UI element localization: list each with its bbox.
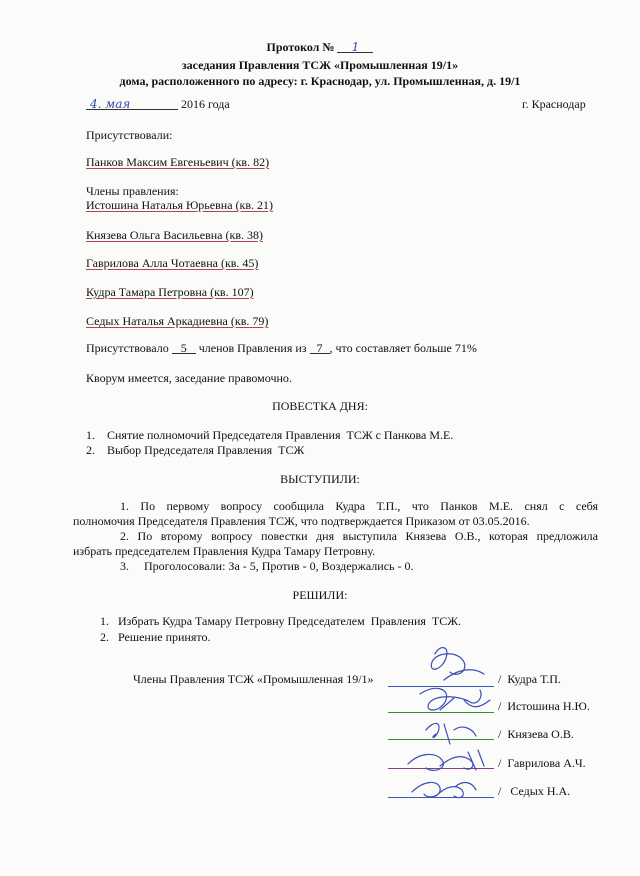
signatory-4: / Гаврилова А.Ч. [498, 756, 586, 770]
date-year: 2016 года [181, 97, 230, 111]
member-5: Седых Наталья Аркадиевна (кв. 79) [86, 314, 269, 328]
signatory-3: / Князева О.В. [498, 727, 574, 741]
date-blank [86, 97, 178, 110]
agenda-item-1: 1. Снятие полномочий Председателя Правления ТСЖ с Панкова М.Е. [86, 428, 454, 442]
signatory-2: / Истошина Н.Ю. [498, 699, 590, 713]
present-prefix: Присутствовало [86, 341, 169, 355]
present-count-blank [172, 341, 196, 354]
present-count: 5 [180, 341, 187, 355]
protocol-number-blank [337, 40, 373, 53]
signatures-label: Члены Правления ТСЖ «Промышленная 19/1» [133, 672, 374, 686]
signature-2 [420, 688, 490, 710]
speeches-heading: ВЫСТУПИЛИ: [280, 472, 360, 486]
member-4: Кудра Тамара Петровна (кв. 107) [86, 285, 254, 299]
vote-result: 3. Проголосовали: За - 5, Против - 0, Воздержались - 0. [120, 559, 414, 573]
date-handwritten: 4. мая [90, 97, 131, 111]
speech-2-line-1: 2. По второму вопросу повестки дня выступила Князева О.В., которая предложила [120, 529, 598, 543]
present-suffix: , что составляет больше 71% [329, 341, 477, 355]
chair-name: Панков Максим Евгеньевич (кв. 82) [86, 155, 270, 169]
decision-item-1: 1. Избрать Кудра Тамару Петровну Председателем Правления ТСЖ. [100, 614, 461, 628]
members-label: Члены правления: [86, 184, 179, 198]
quorum-text: Кворум имеется, заседание правомочно. [86, 371, 292, 385]
speech-1-line-1: 1. По первому вопросу сообщила Кудра Т.П., что Панков М.Е. снял с себя [120, 499, 598, 513]
signatory-5: / Седых Н.А. [498, 784, 571, 798]
member-2: Князева Ольга Васильевна (кв. 38) [86, 228, 263, 242]
protocol-title [0, 40, 640, 55]
signatory-1: / Кудра Т.П. [498, 672, 561, 686]
signature-4 [408, 750, 484, 770]
present-mid: членов Правления из [198, 341, 307, 355]
total-count: 7 [316, 341, 323, 355]
member-3: Гаврилова Алла Чотаевна (кв. 45) [86, 256, 259, 270]
handwritten-signatures [380, 640, 510, 810]
protocol-title-prefix: Протокол № [266, 40, 335, 54]
signature-3 [426, 723, 476, 744]
speech-2-line-2: избрать председателем Правления Кудра Тамару Петровну. [73, 544, 376, 558]
present-line [86, 341, 477, 356]
protocol-address: дома, расположенного по адресу: г. Краснодар, ул. Промышленная, д. 19/1 [119, 74, 521, 88]
signature-1 [431, 648, 484, 680]
agenda-item-2: 2. Выбор Председателя Правления ТСЖ [86, 443, 305, 457]
date-line [86, 97, 230, 112]
speech-1-line-2: полномочия Председателя Правления ТСЖ, что подтверждается Приказом от 03.05.2016. [73, 514, 530, 528]
member-1: Истошина Наталья Юрьевна (кв. 21) [86, 198, 274, 212]
decisions-heading: РЕШИЛИ: [292, 588, 348, 602]
decision-item-2: 2. Решение принято. [100, 630, 211, 644]
protocol-number: 1 [351, 40, 360, 54]
attendance-label: Присутствовали: [86, 128, 173, 142]
protocol-subtitle: заседания Правления ТСЖ «Промышленная 19/1» [181, 58, 459, 72]
total-count-blank [310, 341, 330, 354]
city: г. Краснодар [522, 97, 586, 111]
agenda-heading: ПОВЕСТКА ДНЯ: [272, 399, 368, 413]
signature-5 [412, 782, 476, 797]
